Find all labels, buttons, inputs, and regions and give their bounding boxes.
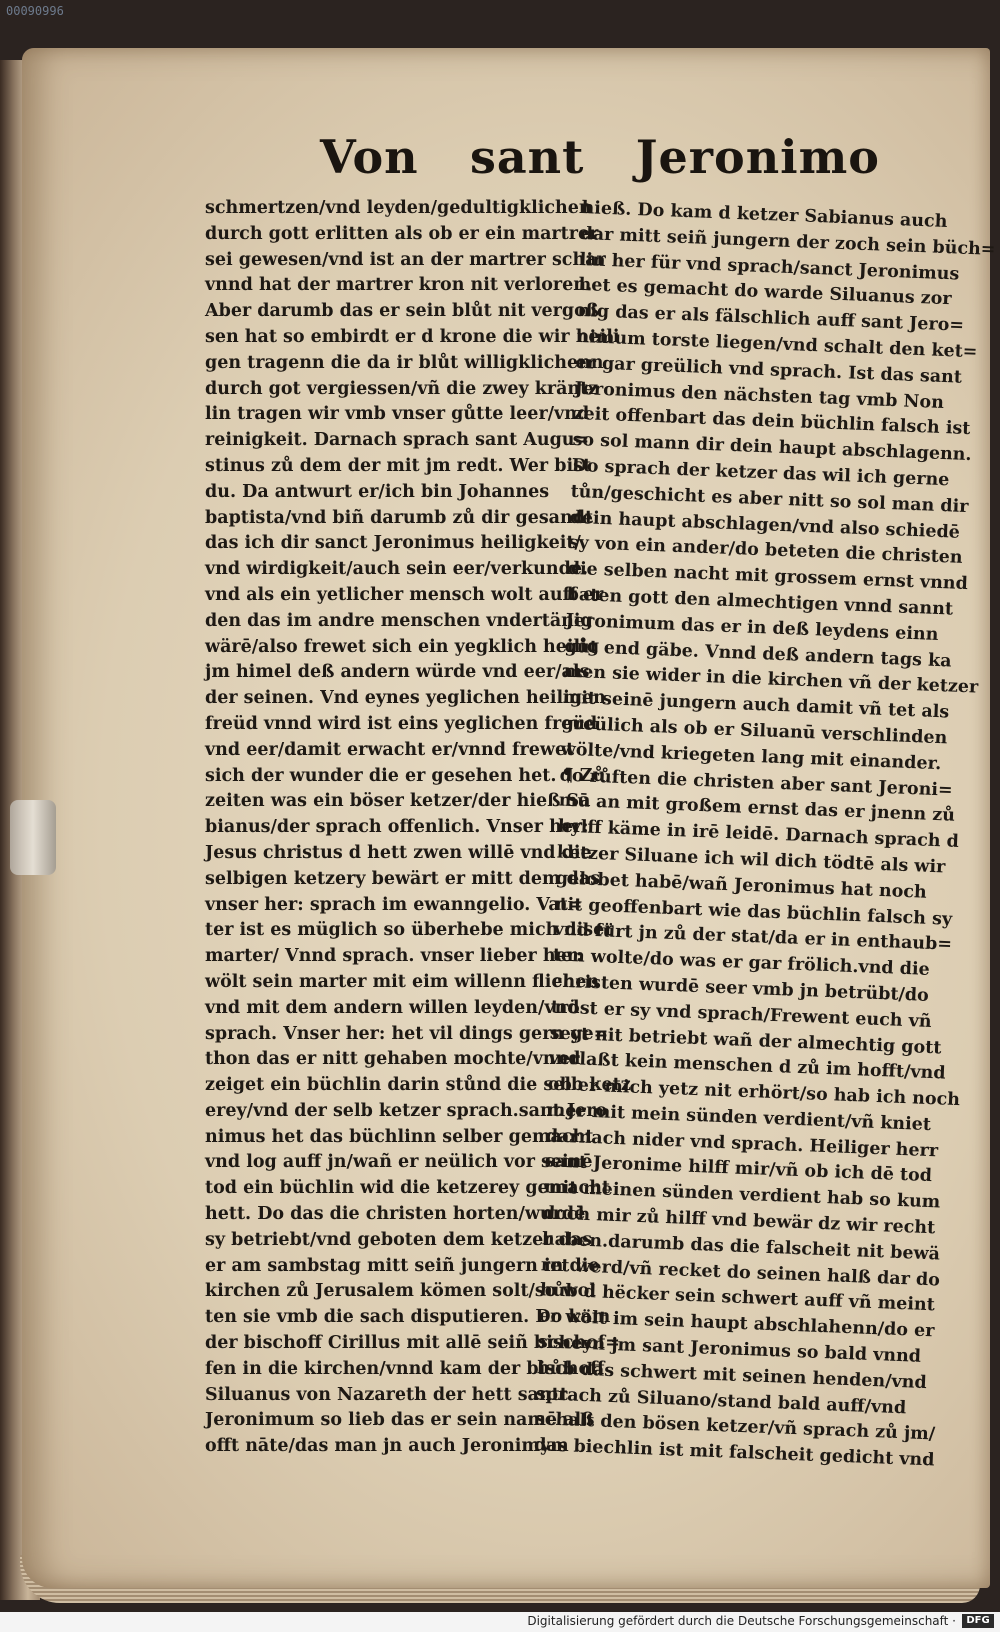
text-line: sich der wunder die er gesehen het. ¶ Zů xyxy=(205,765,606,786)
text-line: Jesus christus d hett zwen willē vnd die xyxy=(205,842,592,863)
text-line: vnd log auff jn/wañ er neülich vor seinē xyxy=(205,1152,593,1173)
text-line: tod ein büchlin wid die ketzerey gemacht xyxy=(205,1178,611,1199)
text-line: zeit offenbart das dein büchlin falsch ist xyxy=(573,404,971,440)
text-line: Do sprach der ketzer das wil ich gerne xyxy=(571,455,950,491)
text-line: hůb das schwert mit seinen henden/vnd xyxy=(536,1358,928,1393)
text-line: er am sambstag mitt seiñ jungern in die xyxy=(205,1255,600,1276)
text-line: vnd fürt jn zů der stat/da er in enthaub= xyxy=(553,919,953,956)
text-line: scheyn jm sant Jeronimus so bald vnnd xyxy=(537,1332,922,1367)
text-line: kirchen zů Jerusalem kömen solt/so wol xyxy=(205,1281,596,1302)
text-line: het es gemacht do warde Siluanus zor xyxy=(578,275,952,310)
text-line: so sol mann dir dein haupt abschlagenn. xyxy=(572,429,972,466)
archive-number: 00090996 xyxy=(6,4,64,18)
text-line: dein haupt abschlagen/vnd also schiedē xyxy=(569,507,961,543)
text-line: selbigen ketzery bewärt er mitt dem das xyxy=(205,868,601,889)
text-line: nimus het das büchlinn selber gemacht xyxy=(205,1126,594,1147)
text-line: erey/vnd der selb ketzer sprach.sant Jero xyxy=(205,1100,608,1121)
text-line: fen in die kirchen/vnnd kam der bischoff xyxy=(205,1358,605,1379)
text-line: stinus zů dem der mit jm redt. Wer bist xyxy=(205,455,592,476)
text-line: ten wolte/do was er gar frölich.vnd die xyxy=(552,945,931,981)
text-line: schalt den bösen ketzer/vñ sprach zů jm/ xyxy=(534,1409,936,1445)
text-line: thon das er nitt gehaben mochte/vnnd xyxy=(205,1049,581,1070)
text-line: verlaßt kein menschen d zů im hofft/vnd xyxy=(548,1048,946,1084)
text-line: durch got vergiessen/vñ die zwey kräntz xyxy=(205,378,599,399)
text-line: Jeronimum das er in deß leydens einn xyxy=(565,610,939,645)
text-line: der seinen. Vnd eynes yeglichen heiligen xyxy=(205,688,606,709)
text-line: er gar greülich vnd sprach. Ist das sant xyxy=(575,352,963,388)
text-line: sen hat so embirdt er d krone die wir heili xyxy=(205,326,620,347)
text-line: hett. Do das die christen horten/wurdē xyxy=(205,1204,586,1225)
text-line: christen wurdē seer vmb jn betrübt/do xyxy=(551,971,930,1006)
text-line: lin tragen wir vmb vnser gůtte leer/vnd xyxy=(205,404,590,425)
text-line: den das im andre menschen vndertänig xyxy=(205,610,593,631)
text-line: vnd wirdigkeit/auch sein eer/verkunde. xyxy=(205,559,589,580)
text-line: tröst er sy vnd sprach/Frewent euch vñ xyxy=(550,997,932,1032)
text-line: wölt sein marter mit eim willenn fliehen xyxy=(205,971,600,992)
text-line: bianus/der sprach offenlich. Vnser her: xyxy=(205,817,589,838)
text-line: schmertzen/vnd leyden/gedultigklichen xyxy=(205,198,592,218)
text-line: der bischoff Cirillus mit allē seiñ bischof= xyxy=(205,1333,620,1354)
text-line: zeiten was ein böser ketzer/der hieß Sa xyxy=(205,791,591,812)
text-line: sprach zů Siluano/stand bald auff/vnd xyxy=(535,1383,907,1418)
text-line: Jeronimum so lieb das er sein namē alß xyxy=(205,1410,595,1431)
text-line: ret werd/vñ recket do seinen halß dar do xyxy=(540,1254,941,1291)
text-line: offt nāte/das man jn auch Jeronimym xyxy=(205,1436,569,1457)
running-head xyxy=(320,130,880,190)
text-line: nit geoffenbart wie das büchlin falsch sy xyxy=(554,894,953,930)
text-line: jm himel deß andern würde vnd eer/als xyxy=(205,662,590,683)
text-line: ob er mich yetz nit erhört/so hab ich noch xyxy=(547,1074,961,1111)
text-line: mit seinē jungern auch damit vñ tet als xyxy=(562,687,950,723)
text-column-right xyxy=(533,196,996,1473)
running-head-word: Jeronimo xyxy=(635,130,880,184)
text-line: marter/ Vnnd sprach. vnser lieber her: xyxy=(205,946,583,967)
text-line: gůt end gäbe. Vnnd deß andern tags ka xyxy=(564,636,952,672)
running-head-word: Von xyxy=(320,130,419,184)
text-line: baten gott den almechtigen vnnd sannt xyxy=(566,584,954,620)
text-line: tůn/geschicht es aber nitt so sol man dir xyxy=(570,481,969,517)
text-line: mer mit mein sünden verdient/vñ kniet xyxy=(546,1100,932,1135)
text-line: doch mir zů hilff vnd bewär dz wir recht xyxy=(542,1203,936,1239)
running-head-word: sant xyxy=(469,130,585,184)
text-line: mū an mit großem ernst das er jnenn zů xyxy=(558,790,956,827)
text-line: vnd mit dem andern willen leyden/vnd xyxy=(205,997,580,1018)
text-line: du. Da antwurt er/ich bin Johannes xyxy=(205,481,550,502)
text-line: vnd als ein yetlicher mensch wolt auff er xyxy=(205,584,604,605)
text-line: sant Jeronime hilff mir/vñ ob ich dē tod xyxy=(544,1151,933,1187)
text-line: das ich dir sanct Jeronimus heiligkeit/ xyxy=(205,533,581,554)
digitization-credit: Digitalisierung gefördert durch die Deutsche Forschungsgemeinschaft · xyxy=(527,1614,956,1628)
text-line: haben.darumb das die falscheit nit bewä xyxy=(541,1229,941,1265)
text-line: vnd eer/damit erwacht er/vnnd frewet xyxy=(205,739,575,760)
text-line: sei gewesen/vnd ist an der martrer schar xyxy=(205,249,606,270)
text-line: baptista/vnd biñ darumb zů dir gesandt xyxy=(205,507,594,528)
text-line: das biechlin ist mit falscheit gedicht vnd xyxy=(533,1435,935,1471)
text-line: Siluanus von Nazareth der hett santt xyxy=(205,1384,568,1405)
text-line: ten sie vmb die sach disputieren. Do kam xyxy=(205,1307,611,1328)
text-line: seyt nit betriebt wañ der almechtig gott xyxy=(549,1022,942,1058)
text-line: ketzer Siluane ich wil dich tödtē als wir xyxy=(556,842,946,878)
text-line: lin her für vnd sprach/sanct Jeronimus xyxy=(579,249,960,285)
text-line: men sie wider in die kirchen vñ der ketzer xyxy=(563,662,979,698)
text-line: nig das er als fälschlich auff sant Jero= xyxy=(577,301,965,336)
text-line: freüd vnnd wird ist eins yeglichen freüd xyxy=(205,713,598,734)
text-line: gen tragenn die da ir blůt willigklichenn xyxy=(205,352,604,373)
text-line: dar mitt seiñ jungern der zoch sein büch= xyxy=(580,223,996,260)
text-line: hieß. Do kam d ketzer Sabianus auch xyxy=(581,197,948,233)
text-line: durch gott erlitten als ob er ein martrer xyxy=(205,223,599,244)
text-column-left xyxy=(205,196,631,1460)
text-line: hůb d hëcker sein schwert auff vñ meint xyxy=(539,1280,936,1316)
text-line: er wölt im sein haupt abschlahenn/do er xyxy=(538,1306,935,1342)
metal-clip xyxy=(10,800,56,875)
text-line: wärē/also frewet sich ein yegklich heilig xyxy=(205,636,600,657)
text-line: greülich als ob er Siluanū verschlinden xyxy=(561,713,948,749)
text-line: sy von ein ander/do beteten die christen xyxy=(568,533,963,569)
text-line: zeiget ein büchlin darin stůnd die selb ketz xyxy=(205,1075,631,1096)
dfg-logo: DFG xyxy=(962,1614,994,1628)
text-line: ter ist es müglich so überhebe mich diser xyxy=(205,920,614,941)
text-line: sy betriebt/vnd geboten dem ketzer das xyxy=(205,1229,592,1250)
text-line: darnach nider vnd sprach. Heiliger herr xyxy=(545,1126,939,1162)
text-line: hylff käme in irē leidē. Darnach sprach d xyxy=(557,816,960,853)
text-line: nimum torste liegen/vnd schalt den ket= xyxy=(576,326,978,363)
text-line: Jeronimus den nächsten tag vmb Non xyxy=(574,378,945,413)
text-line: reinigkeit. Darnach sprach sant Augu= xyxy=(205,430,590,451)
text-line: vnser her: sprach im ewanngelio. Vat= xyxy=(205,894,583,915)
text-line: wölte/vnd kriegeten lang mit einander. xyxy=(560,739,942,774)
text-line: do růften die christen aber sant Jeroni= xyxy=(559,765,954,801)
text-line: die selben nacht mit grossem ernst vnnd xyxy=(567,558,969,595)
text-line: Aber darumb das er sein blůt nit vergoß xyxy=(205,301,600,322)
text-line: sprach. Vnser her: het vil dings gern ge= xyxy=(205,1023,609,1044)
text-line: vnnd hat der martrer kron nit verloren. xyxy=(205,275,593,296)
text-line: gelobet habē/wañ Jeronimus hat noch xyxy=(555,868,928,903)
text-line: mit meinen sünden verdient hab so kum xyxy=(543,1177,941,1213)
